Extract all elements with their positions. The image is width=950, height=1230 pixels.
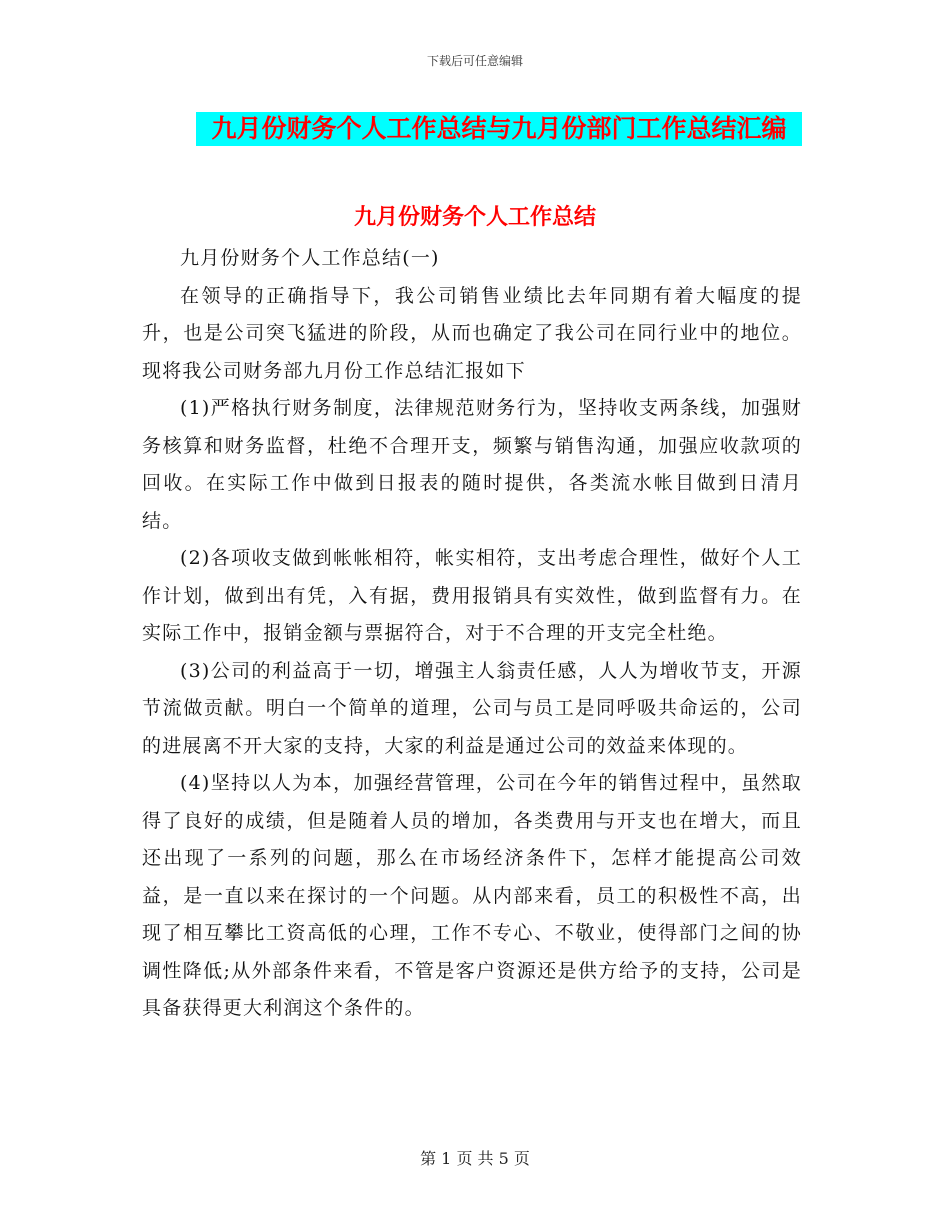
document-title: 九月份财务个人工作总结与九月份部门工作总结汇编 (196, 112, 802, 146)
paragraph-subtitle: 九月份财务个人工作总结(一) (180, 247, 440, 269)
header-note: 下载后可任意编辑 (426, 54, 523, 68)
paragraph-intro: 在领导的正确指导下，我公司销售业绩比去年同期有着大幅度的提升，也是公司突飞猛进的阶段，从而也确定了我公司在同行业中的地位。现将我公司财务部九月份工作总结汇报如下 (142, 284, 802, 382)
document-body (142, 240, 802, 1028)
page-footer: 第 1 页 共 5 页 (420, 1149, 530, 1168)
paragraph-item-2: (2)各项收支做到帐帐相符，帐实相符，支出考虑合理性，做好个人工作计划，做到出有凭，入有据，费用报销具有实效性，做到监督有力。在实际工作中，报销金额与票据符合，对于不合理的开支完全杜绝。 (142, 547, 802, 644)
paragraph-item-3: (3)公司的利益高于一切，增强主人翁责任感，人人为增收节支，开源节流做贡献。明白一个简单的道理，公司与员工是同呼吸共命运的，公司的进展离不开大家的支持，大家的利益是通过公司的效益来体现的。 (142, 659, 802, 757)
section-title: 九月份财务个人工作总结 (353, 205, 596, 230)
paragraph-item-4: (4)坚持以人为本，加强经营管理，公司在今年的销售过程中，虽然取得了良好的成绩，但是随着人员的增加，各类费用与开支也在增大，而且还出现了一系列的问题，那么在市场经济条件下，怎样才能提高公司效益，是一直以来在探讨的一个问题。从内部来看，员工的积极性不高，出现了相互攀比工资高低的心理，工作不专心、不敬业，使得部门之间的协调性降低;从外部条件来看，不管是客户资源还是供方给予的支持，公司是具备获得更大利润这个条件的。 (142, 772, 802, 1019)
paragraph-item-1: (1)严格执行财务制度，法律规范财务行为，坚持收支两条线，加强财务核算和财务监督，杜绝不合理开支，频繁与销售沟通，加强应收款项的回收。在实际工作中做到日报表的随时提供，各类流水帐目做到日清月结。 (142, 397, 802, 532)
